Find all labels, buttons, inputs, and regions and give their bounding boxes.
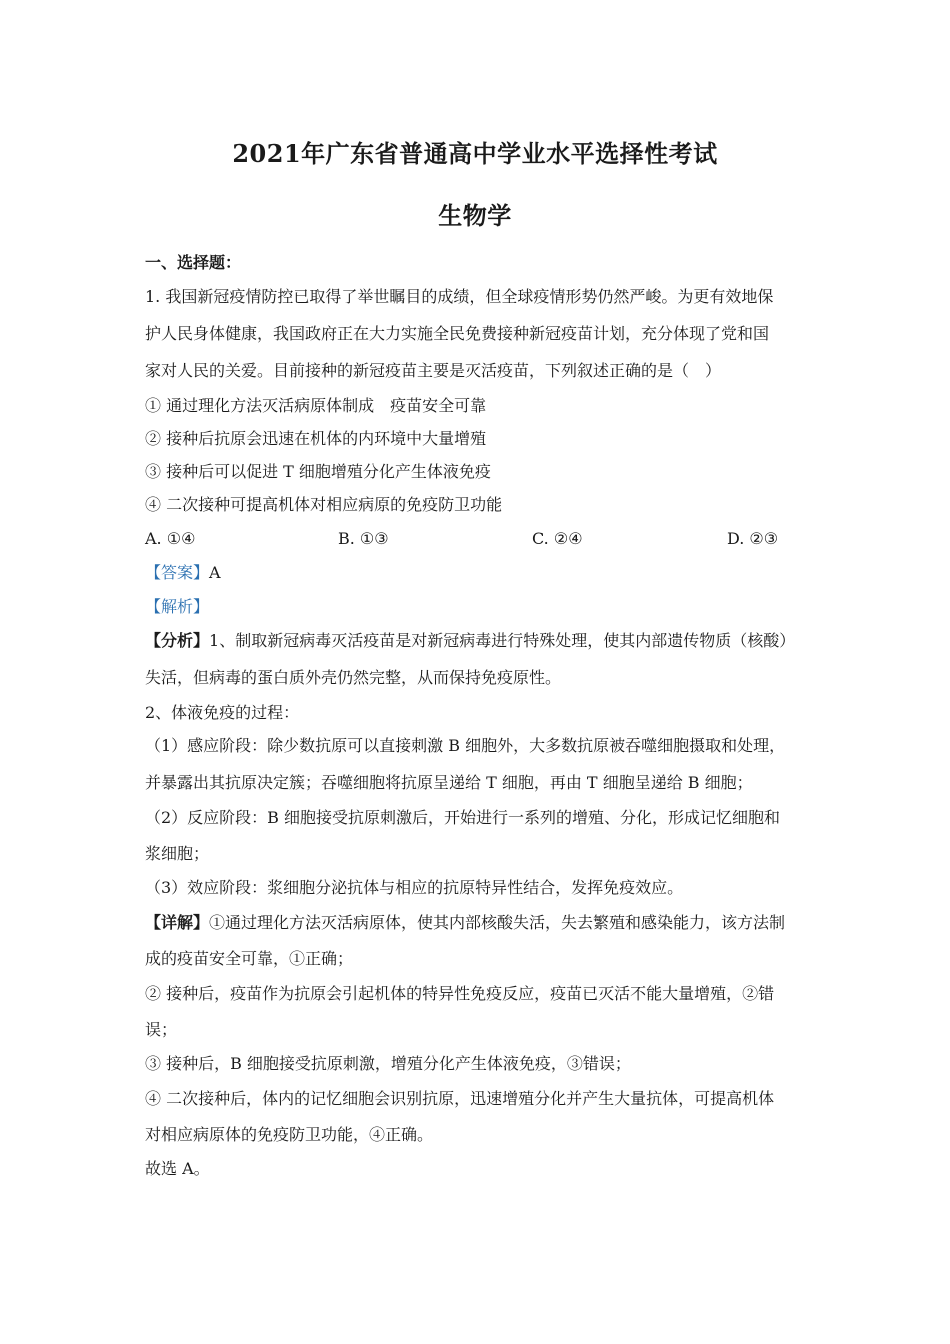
- statement-line: ② 接种后抗原会迅速在机体的内环境中大量增殖: [145, 429, 487, 448]
- answer-line: [145, 562, 813, 584]
- statement-line: ① 通过理化方法灭活病原体制成 疫苗安全可靠: [145, 396, 487, 415]
- answer-value: A: [209, 563, 221, 582]
- question-stem-line: 家对人民的关爱。目前接种的新冠疫苗主要是灭活疫苗，下列叙述正确的是（ ）: [145, 361, 722, 380]
- analysis-line: 并暴露出其抗原决定簇；吞噬细胞将抗原呈递给 T 细胞，再由 T 细胞呈递给 B 细胞；: [145, 773, 753, 792]
- analysis-line: [145, 630, 813, 652]
- option-c: C. ②④: [532, 529, 583, 548]
- question-stem-line: 1. 我国新冠疫情防控已取得了举世瞩目的成绩，但全球疫情形势仍然严峻。为更有效地保: [145, 287, 774, 306]
- analysis-line: （1）感应阶段：除少数抗原可以直接刺激 B 细胞外，大多数抗原被吞噬细胞摄取和处理，: [145, 736, 786, 755]
- analysis-line: （2）反应阶段：B 细胞接受抗原刺激后，开始进行一系列的增殖、分化，形成记忆细胞和: [145, 808, 781, 827]
- analysis-line: （3）效应阶段：浆细胞分泌抗体与相应的抗原特异性结合，发挥免疫效应。: [145, 878, 684, 897]
- analysis-text: 1、制取新冠病毒灭活疫苗是对新冠病毒进行特殊处理，使其内部遗传物质（核酸）: [209, 631, 796, 650]
- detail-text: ①通过理化方法灭活病原体，使其内部核酸失活，失去繁殖和感染能力，该方法制: [209, 913, 786, 932]
- statement-line: ③ 接种后可以促进 T 细胞增殖分化产生体液免疫: [145, 462, 491, 481]
- detail-line: 误；: [145, 1020, 178, 1039]
- detail-line: 对相应病原体的免疫防卫功能，④正确。: [145, 1125, 434, 1144]
- detail-line: ③ 接种后，B 细胞接受抗原刺激，增殖分化产生体液免疫，③错误；: [145, 1054, 631, 1073]
- subject-title: 生物学: [438, 201, 512, 230]
- analysis-line: 浆细胞；: [145, 844, 210, 863]
- analysis-label: 【解析】: [145, 597, 210, 616]
- detail-line: ② 接种后，疫苗作为抗原会引起机体的特异性免疫反应，疫苗已灭活不能大量增殖，②错: [145, 984, 775, 1003]
- detail-line: 故选 A。: [145, 1159, 210, 1178]
- detail-line: 成的疫苗安全可靠，①正确；: [145, 949, 354, 968]
- option-b: B. ①③: [338, 529, 389, 548]
- statement-line: ④ 二次接种可提高机体对相应病原的免疫防卫功能: [145, 495, 503, 514]
- analysis-line: 失活，但病毒的蛋白质外壳仍然完整，从而保持免疫原性。: [145, 668, 562, 687]
- exam-title: 2021年广东省普通高中学业水平选择性考试: [232, 139, 718, 168]
- section-heading: 一、选择题：: [145, 253, 242, 272]
- detail-line: [145, 912, 813, 934]
- question-stem-line: 护人民身体健康，我国政府正在大力实施全民免费接种新冠疫苗计划，充分体现了党和国: [145, 324, 770, 343]
- option-d: D. ②③: [727, 529, 779, 548]
- analysis-prefix: 【分析】: [145, 631, 210, 650]
- analysis-line: 2、体液免疫的过程：: [145, 703, 300, 722]
- answer-label: 【答案】: [145, 563, 210, 582]
- detail-prefix: 【详解】: [145, 913, 210, 932]
- detail-line: ④ 二次接种后，体内的记忆细胞会识别抗原，迅速增殖分化并产生大量抗体，可提高机体: [145, 1089, 775, 1108]
- option-a: A. ①④: [145, 529, 196, 548]
